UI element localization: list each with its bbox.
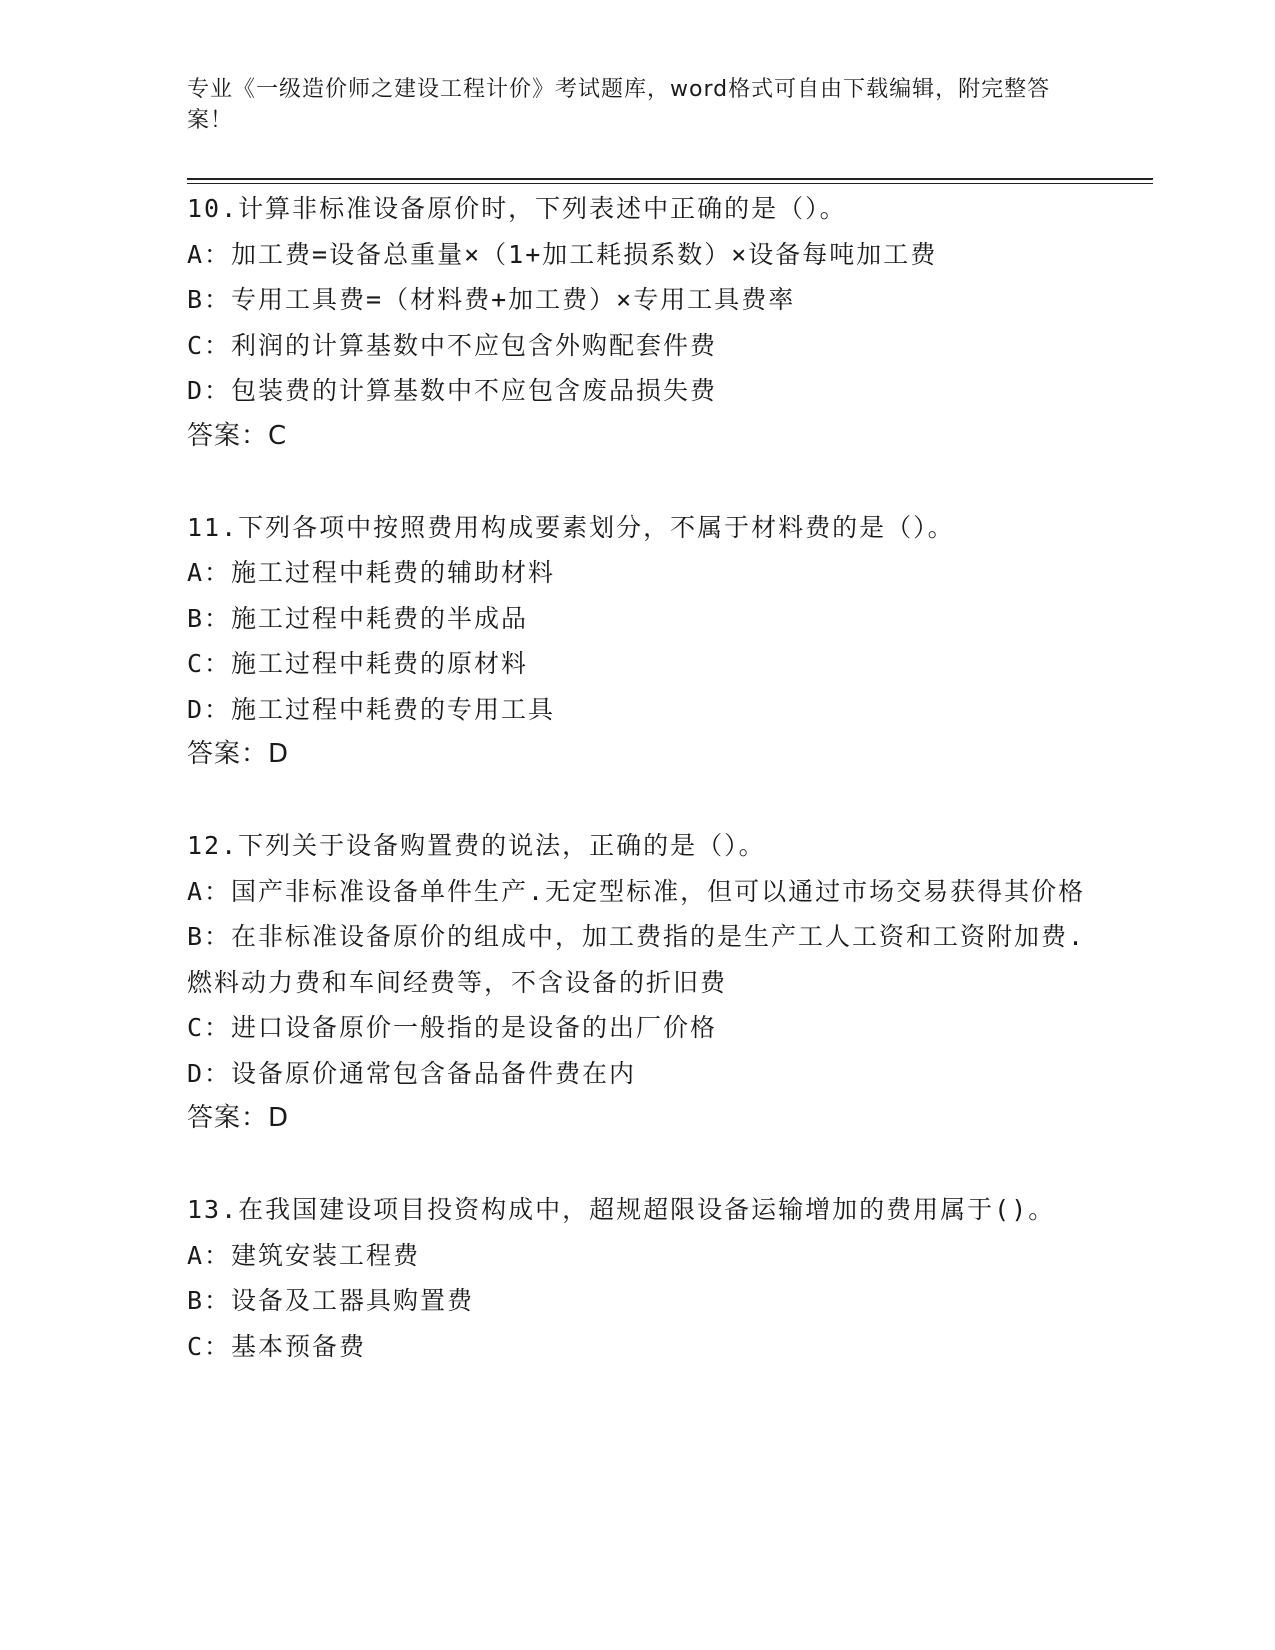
- answer-line: 答案：D: [187, 739, 290, 769]
- question-stem: 13.在我国建设项目投资构成中，超规超限设备运输增加的费用属于()。: [187, 1195, 1056, 1224]
- document-intro: 专业《一级造价师之建设工程计价》考试题库，word格式可自由下载编辑，附完整答案！: [187, 77, 1051, 133]
- option-d: D：施工过程中耗费的专用工具: [187, 694, 556, 724]
- question-block: [187, 505, 1087, 778]
- question-block: [187, 823, 1087, 1142]
- answer-line: 答案：D: [187, 1103, 290, 1133]
- option-c: C：施工过程中耗费的原材料: [187, 649, 529, 678]
- question-list: [187, 186, 1087, 1415]
- option-a: A：施工过程中耗费的辅助材料: [187, 558, 556, 587]
- option-c: C：进口设备原价一般指的是设备的出厂价格: [187, 1013, 718, 1042]
- question-stem: 11.下列各项中按照费用构成要素划分，不属于材料费的是（）。: [187, 512, 955, 542]
- option-b: B：在非标准设备原价的组成中，加工费指的是生产工人工资和工资附加费.燃料动力费和车间经费等，不含设备的折旧费: [187, 922, 1086, 997]
- question-block: [187, 1187, 1087, 1369]
- option-a: A：加工费=设备总重量×（1+加工耗损系数）×设备每吨加工费: [187, 239, 938, 269]
- option-a: A：建筑安装工程费: [187, 1240, 421, 1270]
- option-c: C：基本预备费: [187, 1331, 367, 1361]
- option-b: B：专用工具费=（材料费+加工费）×专用工具费率: [187, 285, 796, 314]
- option-c: C：利润的计算基数中不应包含外购配套件费: [187, 330, 718, 360]
- question-stem: 12.下列关于设备购置费的说法，正确的是（）。: [187, 831, 766, 860]
- answer-line: 答案：C: [187, 420, 288, 451]
- question-stem: 10.计算非标准设备原价时，下列表述中正确的是（）。: [187, 194, 847, 223]
- option-b: B：设备及工器具购置费: [187, 1286, 475, 1315]
- header-divider-thick: [187, 178, 1153, 180]
- option-a: A：国产非标准设备单件生产.无定型标准，但可以通过市场交易获得其价格: [187, 876, 1086, 906]
- option-d: D：设备原价通常包含备品备件费在内: [187, 1058, 637, 1088]
- header-divider-thin: [187, 183, 1153, 184]
- question-block: [187, 186, 1087, 459]
- option-b: B：施工过程中耗费的半成品: [187, 603, 529, 633]
- option-d: D：包装费的计算基数中不应包含废品损失费: [187, 376, 718, 405]
